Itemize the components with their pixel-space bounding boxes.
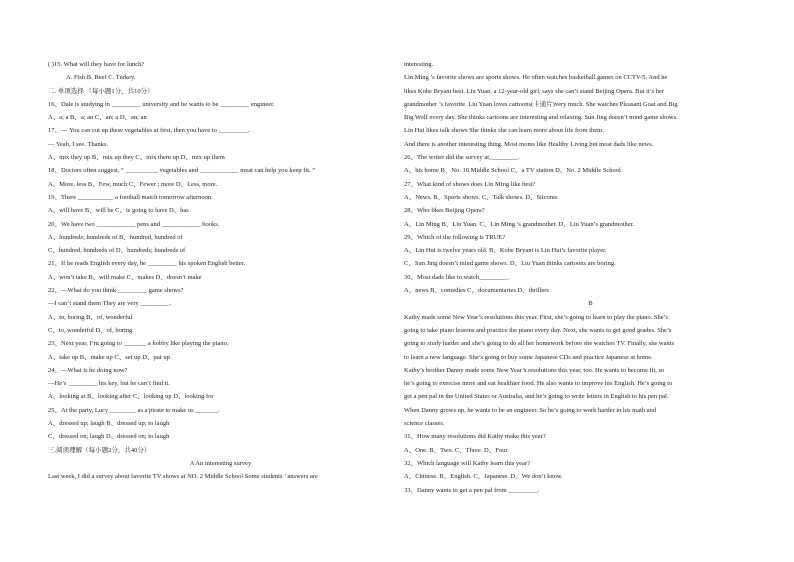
passage-b-line-8: When Danny grows up, he wants to be an engineer. So he’s going to work harder in his math and [404, 406, 657, 414]
question-19-options: A、will have B、will be C、is going to have D、has [48, 207, 189, 215]
question-27: 27、What kind of shows does Lin Ming like best? [404, 180, 536, 188]
question-16: 16、Dale is studying in _________ university and he wants to be _________ engineer. [48, 100, 275, 108]
question-22-options-cd: C、to, wonderful D、of, boring [48, 326, 133, 334]
passage-a-line-6: Big Wolf every day. She thinks cartoons are interesting and relaxing. Sun Jing doesn’t mind game shows. [404, 114, 678, 122]
question-18-options: A、More, less B、Few, much C、Fewer ; more D、Less, more. [48, 180, 218, 188]
question-28: 28、Who likes Beijing Opera? [404, 207, 485, 215]
question-17-reply: — Yeah, I see. Thanks. [48, 140, 109, 148]
question-22: 22、—What do you think _________ game shows? [48, 287, 184, 295]
question-31-options: A、One. B、Two. C、Three. D、Four. [404, 446, 509, 454]
passage-a-line-7: Lin Hui likes talk shows She thinks she can learn more about life from them. [404, 127, 604, 135]
question-18: 18、Doctors often suggest, “ __________ vegetables and ____________ meat can help you keep fit. ” [48, 167, 316, 175]
question-17-options: A、mix they up B、mix up they C、mix them up D、mix up them [48, 154, 225, 162]
question-30-options: A、news B、comedies C、documentaries D、thrillers [404, 287, 549, 295]
question-15-options: A. Fish B. Beef C. Turkey. [66, 74, 136, 82]
question-20: 20、We have two ____________ pens and ____________ books. [48, 220, 220, 228]
question-29-options-cd: C、Sun Jing doesn’t mind game shows. D、Liu Yuan thinks cartoons are boring. [404, 260, 616, 268]
question-32-options: A、Chinese. B、English. C、Japanese. D、We don’t know. [404, 473, 563, 481]
question-17: 17、— You can cut up these vegetables at first, then you have to _________. [48, 127, 250, 135]
question-26: 26、The writer did the survey at_________. [404, 154, 520, 162]
question-15: ( )15. What will they have for lunch? [48, 61, 145, 68]
passage-a-line-2: interesting. [404, 61, 434, 68]
passage-a-line-1: Last week, I did a survey about favorite TV shows at NO. 2 Middle School Some students ’ answers are [48, 473, 318, 481]
question-20-options-cd: C、hundred, hundreds of D、hundreds; hundreds of [48, 247, 186, 255]
passage-b-line-1: Kathy made some New Year’s resolutions this year. First, she’s going to learn to play the piano. She’s [404, 313, 668, 321]
right-column [404, 58, 777, 497]
question-23-options: A、take up B、make up C、set up D、put up [48, 353, 170, 361]
question-20-options-ab: A、hundreds; hundreds of B、hundred, hundred of [48, 233, 183, 241]
passage-b-title: B [588, 300, 593, 308]
passage-a-line-5: grandmother ’s favorite. Liu Yuan loves cartoons(卡通片)very much. She watches Pleasant Goat and Big [404, 100, 678, 108]
question-33: 33、Danny wants to get a pen pal from _________. [404, 486, 540, 494]
question-22-reply: —I can’t stand them They are very _________. [48, 300, 172, 308]
question-23: 23、Next year, I’m going to _______ a hobby like playing the piano. [48, 340, 229, 348]
passage-a-line-8: And there is another interesting thing. Most moms like Healthy Living but most dads like news. [404, 140, 654, 148]
passage-b-line-9: science classes. [404, 420, 445, 428]
question-21: 21、If he reads English every day, he _________ his spoken English better. [48, 260, 246, 268]
question-29-options-ab: A、Lin Hui is twelve years old. B、Kobe Bryant is Lin Hui’s favorite player. [404, 247, 607, 255]
passage-b-line-4: to learn a new language. She’s going to buy some Japanese CDs and practice Japanese at home. [404, 353, 653, 361]
passage-a-line-4: likes Kobe Bryant best. Liu Yuan, a 12-year-old girl, says she can’t stand Beijing Opera. But it’s her [404, 87, 664, 95]
passage-b-line-2: going to take piano lessons and practice the piano every day. Next, she wants to get good grades. She’s [404, 326, 672, 334]
question-22-options-ab: A、to, boring B、of, wonderful [48, 313, 133, 321]
section-3-heading: 三.阅读理解（每小题2分，共40分） [48, 446, 151, 454]
section-2-heading: 二. 单项选择 （每小题1分，共10分） [48, 87, 154, 95]
passage-a-line-3: Lin Ming ’s favorite shows are sports shows. He often watches basketball games on CCTV-5. And he [404, 74, 668, 82]
question-16-options: A、a; a B、a; an C、an; a D、an; an [48, 114, 147, 122]
question-28-options: A、Lin Ming B、Liu Yuan. C、Lin Ming ’s grandmother. D、Liu Yuan’s grandmother. [404, 220, 635, 228]
question-25: 25、At the party, Lucy ________ as a pirate to make us _______. [48, 406, 220, 414]
passage-b-line-5: Kathy’s brother Danny made some New Year’s resolutions this year, too. He wants to become fit, so [404, 366, 665, 374]
question-29: 29、Which of the following is TRUE? [404, 233, 506, 241]
question-25-options-ab: A、dressed up; laugh B、dressed up; to laugh [48, 420, 170, 428]
question-19: 19、There ___________ a football match tomorrow afternoon. [48, 193, 213, 201]
question-26-options: A、his home B、No. 10 Middle School C、a TV station D、No. 2 Middle School [404, 167, 621, 175]
question-24: 24、—What is he doing now? [48, 366, 128, 374]
question-27-options: A、News. B、Sports shows. C、Talk shows. D、Sitcoms [404, 193, 558, 201]
question-31: 31、How many resolutions did Kathy make this year? [404, 433, 546, 441]
left-column [48, 58, 393, 484]
question-24-options: A、looking at B、looking after C、looking up D、looking for [48, 393, 214, 401]
question-24-reply: —He’s _________ his key, but he can’t find it. [48, 380, 170, 388]
question-32: 32、Which language will Kathy learn this year? [404, 459, 530, 467]
question-25-options-cd: C、dressed on; laugh D、dressed on; to laugh [48, 433, 170, 441]
passage-b-line-7: get a pen pal in the United States or Australia, and he’s going to write letters in English to his pen pal. [404, 393, 669, 401]
passage-a-title: A An interesting survey [189, 459, 252, 467]
passage-b-line-6: he’s going to exercise more and eat healthier food. He also wants to improve his English. He’s going to [404, 380, 673, 388]
question-21-options: A、won’t take B、will make C、makes D、doesn’t make [48, 273, 202, 281]
question-30: 30、Most dads like to watch_________. [404, 273, 510, 281]
passage-b-line-3: going to study harder and she’s going to do all her homework before she watches TV. Finally, she wants [404, 340, 675, 348]
